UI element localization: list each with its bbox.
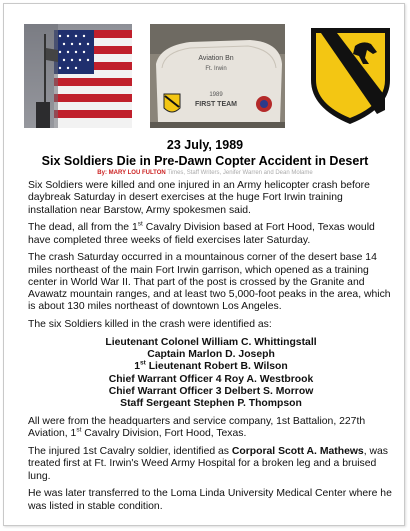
- stone-line-2: Ft. Irwin: [205, 66, 227, 72]
- p6-text-b: , was treated first at Ft. Irwin's Weed Army Hospital for a broken leg and a bruised lung.: [28, 445, 388, 482]
- article-date: 23 July, 1989: [166, 138, 244, 152]
- stone-line-3: 1989: [209, 92, 223, 98]
- p2-text-a: The dead, all from the 1: [28, 222, 138, 234]
- casualty-name: [28, 361, 394, 373]
- paragraph-3: The crash Saturday occurred in a mountainous corner of the desert base 14 miles northeast of the main Fort Irwin garrison, which opened as a training center in World War II. That part of the post is crossed by the Granite and Avawatz mountain ranges, and at least two 5,000-foot peaks in the area, which is about 130 miles northeast of downtown Los Angeles.: [28, 252, 391, 313]
- byline-writers: Times, Staff Writers, Jenifer Warren and Dean Molame: [167, 170, 313, 176]
- p6-text-a: The injured 1st Cavalry soldier, identified as: [28, 445, 232, 457]
- memorial-stone-photo: [150, 24, 285, 128]
- paragraph-1: Six Soldiers were killed and one injured in an Army helicopter crash before daybreak Saturday in desert exercises at the huge Fort Irwin training installation near Barstow, Army spokesmen said.: [28, 180, 370, 216]
- paragraph-5: [28, 416, 394, 441]
- n3-a: 1: [134, 361, 141, 373]
- paragraph-7: He was later transferred to the Loma Linda University Medical Center where he was listed in stable condition.: [28, 488, 392, 512]
- n3-b: Lieutenant Robert B. Wilson: [145, 361, 288, 373]
- paragraph-4: The six Soldiers killed in the crash were identified as:: [28, 319, 272, 331]
- casualty-name: Chief Warrant Officer 3 Delbert S. Morrow: [108, 386, 314, 398]
- article-title: Six Soldiers Die in Pre-Dawn Copter Accident in Desert: [41, 154, 369, 168]
- casualty-name: Captain Marlon D. Joseph: [147, 349, 275, 361]
- article-body: [28, 180, 394, 518]
- p5-text-b: Cavalry Division, Fort Hood, Texas.: [81, 428, 247, 440]
- injured-soldier-name: Corporal Scott A. Mathews: [231, 445, 364, 457]
- p2-text-b: Cavalry Division based at Fort Hood, Texas would have completed three weeks of field exercises later Saturday.: [28, 222, 375, 246]
- paragraph-6: [28, 446, 394, 483]
- p5-text-a: All were from the headquarters and service company, 1st Battalion, 227th Aviation, 1: [28, 416, 366, 440]
- casualty-name: Staff Sergeant Stephen P. Thompson: [120, 398, 302, 410]
- document-page: [3, 3, 405, 526]
- first-cavalry-patch: [307, 24, 394, 128]
- casualty-list: [28, 337, 394, 411]
- paragraph-2: [28, 222, 394, 247]
- stone-line-1: Aviation Bn: [198, 55, 234, 62]
- p5-sup: st: [76, 426, 82, 434]
- casualty-name: Lieutenant Colonel William C. Whittingstall: [105, 336, 317, 348]
- n3-sup: st: [140, 359, 146, 367]
- image-strip: [24, 24, 394, 128]
- casualty-name: Chief Warrant Officer 4 Roy A. Westbrook: [108, 373, 314, 385]
- flag-half-mast-photo: [24, 24, 132, 128]
- article-byline: [10, 170, 400, 176]
- byline-author: By: MARY LOU FULTON: [97, 170, 166, 176]
- p2-sup: st: [137, 220, 143, 228]
- stone-line-4: FIRST TEAM: [195, 101, 237, 108]
